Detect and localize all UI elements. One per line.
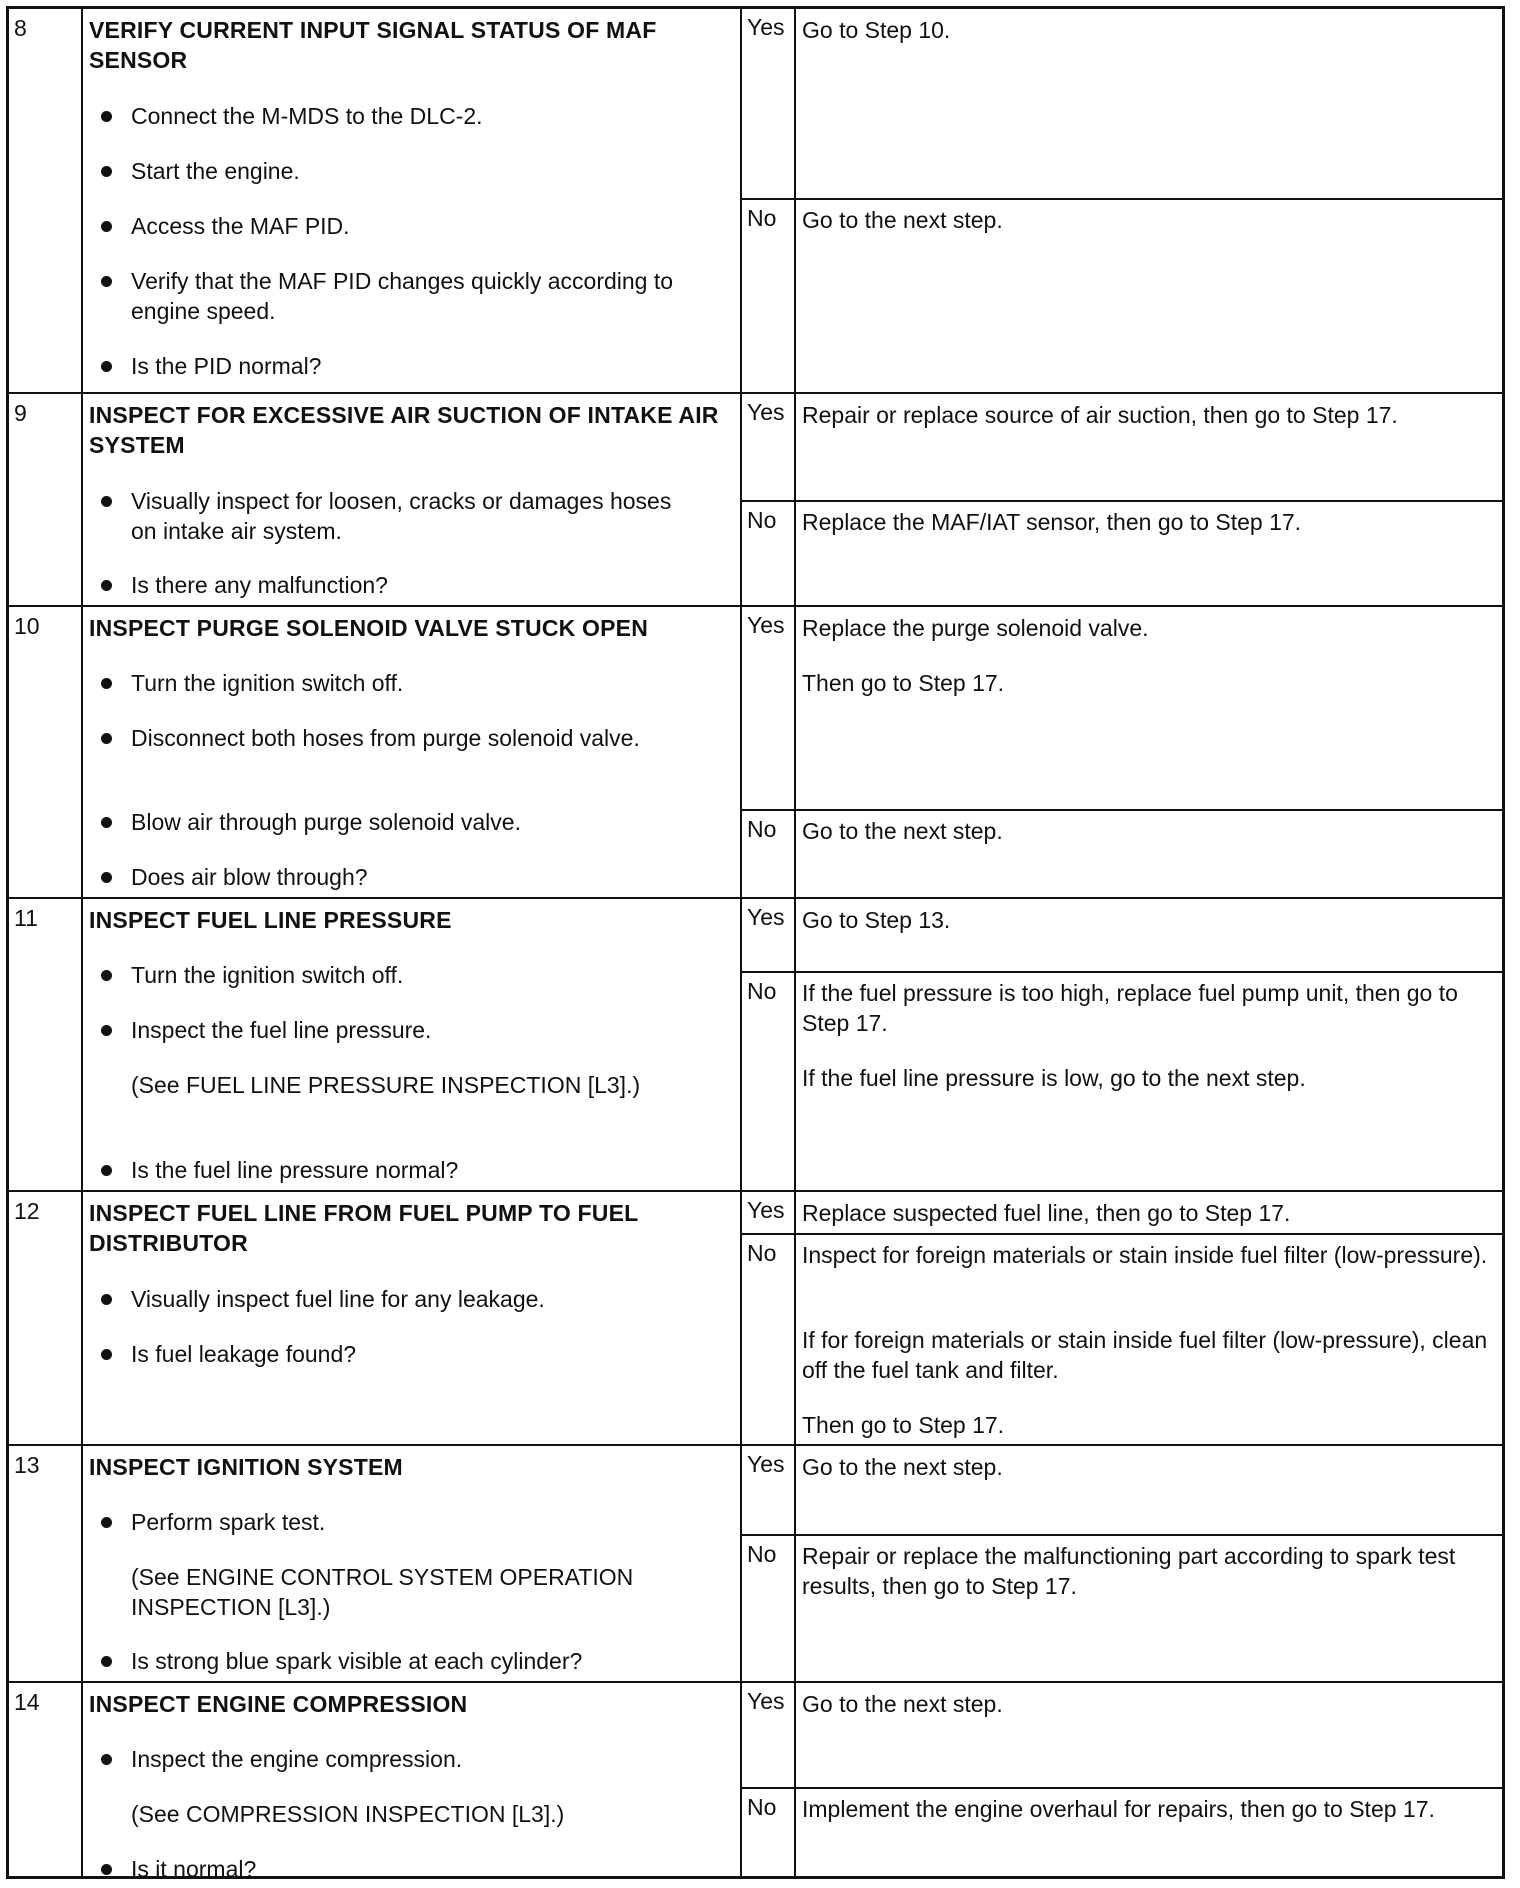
step-instruction: Visually inspect for loosen, cracks or damages hoses on intake air system. bbox=[131, 486, 691, 546]
yes-result bbox=[742, 1192, 1502, 1233]
step-number: 12 bbox=[14, 1198, 40, 1224]
step-number: 13 bbox=[14, 1452, 40, 1478]
step-title: INSPECT FUEL LINE PRESSURE bbox=[89, 907, 452, 933]
step-reference: (See FUEL LINE PRESSURE INSPECTION [L3].) bbox=[131, 1072, 641, 1098]
step-row-9 bbox=[9, 392, 1502, 605]
no-label: No bbox=[747, 205, 777, 231]
yes-result bbox=[742, 1446, 1502, 1534]
no-result bbox=[742, 198, 1502, 392]
step-question: Is strong blue spark visible at each cylinder? bbox=[131, 1646, 691, 1676]
no-action: Replace the MAF/IAT sensor, then go to Step 17. bbox=[802, 509, 1302, 535]
step-instruction: Start the engine. bbox=[131, 156, 691, 186]
step-instruction: Blow air through purge solenoid valve. bbox=[131, 807, 691, 837]
step-number: 10 bbox=[14, 613, 40, 639]
no-result bbox=[742, 809, 1502, 897]
yes-label: Yes bbox=[747, 1688, 785, 1714]
no-result bbox=[742, 971, 1502, 1190]
step-row-8 bbox=[9, 9, 1502, 392]
step-number: 14 bbox=[14, 1689, 40, 1715]
no-label: No bbox=[747, 978, 777, 1004]
yes-label: Yes bbox=[747, 612, 785, 638]
step-instruction: Perform spark test. bbox=[131, 1507, 691, 1537]
step-title: INSPECT ENGINE COMPRESSION bbox=[89, 1691, 468, 1717]
yes-action: Then go to Step 17. bbox=[802, 670, 1005, 696]
no-action: If the fuel line pressure is low, go to the next step. bbox=[802, 1065, 1306, 1091]
step-title: VERIFY CURRENT INPUT SIGNAL STATUS OF MAF SENSOR bbox=[89, 17, 657, 73]
yes-action: Go to the next step. bbox=[802, 1691, 1003, 1717]
yes-action: Replace suspected fuel line, then go to Step 17. bbox=[802, 1200, 1291, 1226]
no-label: No bbox=[747, 816, 777, 842]
no-action: Go to the next step. bbox=[802, 207, 1003, 233]
no-label: No bbox=[747, 507, 777, 533]
step-instruction: Visually inspect fuel line for any leakage. bbox=[131, 1284, 691, 1314]
no-action: Inspect for foreign materials or stain inside fuel filter (low-pressure). bbox=[802, 1242, 1488, 1268]
yes-label: Yes bbox=[747, 1197, 785, 1223]
step-row-13 bbox=[9, 1444, 1502, 1681]
no-action: Implement the engine overhaul for repairs, then go to Step 17. bbox=[802, 1796, 1435, 1822]
step-question: Is it normal? bbox=[131, 1854, 691, 1884]
step-number: 11 bbox=[14, 905, 38, 931]
step-question: Is the fuel line pressure normal? bbox=[131, 1155, 691, 1185]
step-instruction: Inspect the fuel line pressure. bbox=[131, 1015, 691, 1045]
yes-label: Yes bbox=[747, 904, 785, 930]
step-instruction: Verify that the MAF PID changes quickly according to engine speed. bbox=[131, 266, 691, 326]
step-instruction: Turn the ignition switch off. bbox=[131, 960, 691, 990]
no-action: If for foreign materials or stain inside fuel filter (low-pressure), clean off the fuel tank and filter. bbox=[802, 1327, 1488, 1383]
no-label: No bbox=[747, 1794, 777, 1820]
no-result bbox=[742, 1787, 1502, 1876]
step-title: INSPECT FOR EXCESSIVE AIR SUCTION OF INTAKE AIR SYSTEM bbox=[89, 402, 719, 458]
diagnostic-procedure-table bbox=[6, 6, 1505, 1882]
no-result bbox=[742, 1534, 1502, 1681]
step-instruction: Access the MAF PID. bbox=[131, 211, 691, 241]
no-result bbox=[742, 1233, 1502, 1444]
yes-label: Yes bbox=[747, 1451, 785, 1477]
step-instruction: Turn the ignition switch off. bbox=[131, 668, 691, 698]
yes-result bbox=[742, 9, 1502, 198]
yes-action: Repair or replace source of air suction, then go to Step 17. bbox=[802, 402, 1398, 428]
step-question: Does air blow through? bbox=[131, 862, 691, 892]
yes-result bbox=[742, 394, 1502, 500]
no-action: If the fuel pressure is too high, replace fuel pump unit, then go to Step 17. bbox=[802, 980, 1458, 1036]
yes-action: Go to the next step. bbox=[802, 1454, 1003, 1480]
step-instruction: Connect the M-MDS to the DLC-2. bbox=[131, 101, 691, 131]
no-action: Go to the next step. bbox=[802, 818, 1003, 844]
yes-action: Replace the purge solenoid valve. bbox=[802, 615, 1149, 641]
step-reference: (See ENGINE CONTROL SYSTEM OPERATION INSPECTION [L3].) bbox=[131, 1564, 634, 1620]
step-row-11 bbox=[9, 897, 1502, 1190]
step-row-12 bbox=[9, 1190, 1502, 1444]
yes-action: Go to Step 13. bbox=[802, 907, 951, 933]
step-title: INSPECT PURGE SOLENOID VALVE STUCK OPEN bbox=[89, 615, 649, 641]
step-title: INSPECT FUEL LINE FROM FUEL PUMP TO FUEL DISTRIBUTOR bbox=[89, 1200, 638, 1256]
yes-label: Yes bbox=[747, 399, 785, 425]
step-number: 8 bbox=[14, 15, 27, 41]
step-row-10 bbox=[9, 605, 1502, 897]
step-reference: (See COMPRESSION INSPECTION [L3].) bbox=[131, 1801, 565, 1827]
step-question: Is the PID normal? bbox=[131, 351, 691, 381]
step-instruction: Inspect the engine compression. bbox=[131, 1744, 691, 1774]
yes-result bbox=[742, 899, 1502, 971]
step-title: INSPECT IGNITION SYSTEM bbox=[89, 1454, 403, 1480]
yes-label: Yes bbox=[747, 14, 785, 40]
no-label: No bbox=[747, 1541, 777, 1567]
no-result bbox=[742, 500, 1502, 605]
no-action: Repair or replace the malfunctioning part according to spark test results, then go to Step 17. bbox=[802, 1543, 1456, 1599]
yes-action: Go to Step 10. bbox=[802, 17, 951, 43]
step-question: Is there any malfunction? bbox=[131, 570, 691, 600]
no-action: Then go to Step 17. bbox=[802, 1412, 1005, 1438]
yes-result bbox=[742, 1683, 1502, 1787]
step-number: 9 bbox=[14, 400, 27, 426]
step-instruction: Disconnect both hoses from purge solenoid valve. bbox=[131, 723, 691, 753]
yes-result bbox=[742, 607, 1502, 809]
no-label: No bbox=[747, 1240, 777, 1266]
step-row-14 bbox=[9, 1681, 1502, 1882]
step-question: Is fuel leakage found? bbox=[131, 1339, 691, 1369]
